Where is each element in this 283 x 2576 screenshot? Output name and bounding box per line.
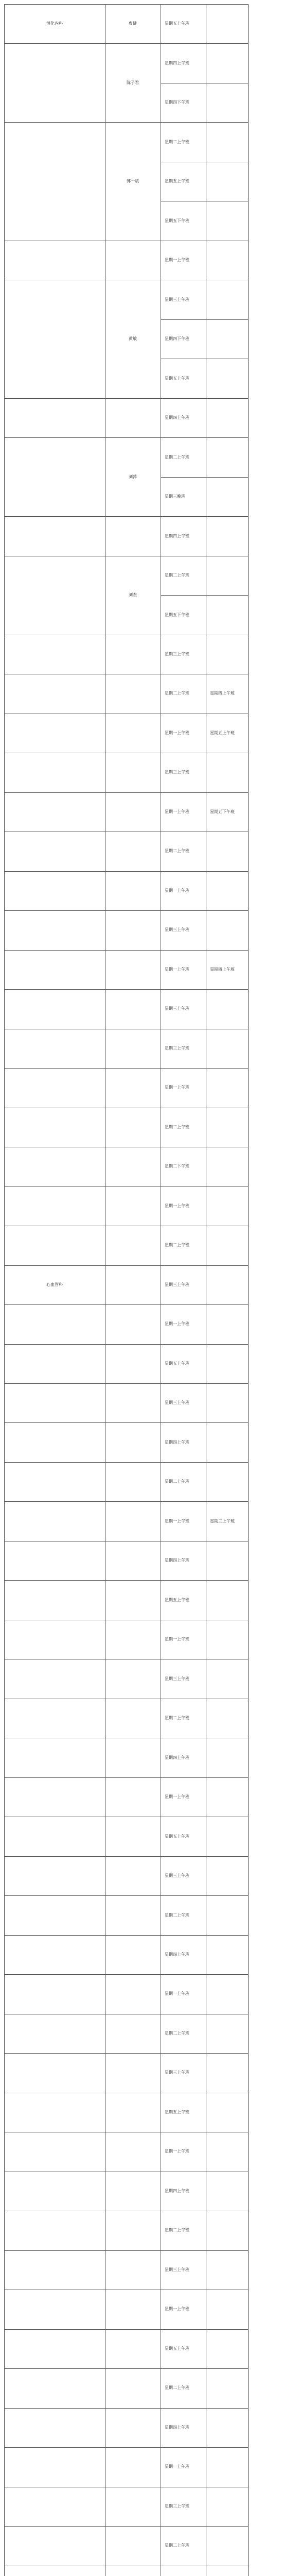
doctor-cell — [105, 2014, 161, 2053]
doctor-cell — [105, 792, 161, 832]
doctor-cell — [105, 1659, 161, 1698]
doctor-cell — [105, 1265, 161, 1304]
extra-schedule-cell — [206, 1895, 248, 1935]
schedule-cell: 星期四上午班 — [165, 1755, 189, 1760]
department-cell: 消化内科 — [46, 21, 63, 26]
department-cell — [4, 1344, 105, 1383]
schedule-cell: 星期三上午班 — [165, 2503, 189, 2509]
schedule-cell: 星期一上午班 — [165, 2307, 189, 2312]
schedule-cell: 星期二上午班 — [165, 1243, 189, 1248]
extra-schedule-cell — [206, 1935, 248, 1974]
department-cell — [4, 1777, 105, 1817]
doctor-cell — [105, 1226, 161, 1265]
department-cell — [4, 1620, 105, 1659]
department-cell — [4, 1462, 105, 1501]
doctor-cell — [105, 2526, 161, 2565]
doctor-cell — [105, 1304, 161, 1344]
schedule-cell: 星期四上午班 — [165, 415, 189, 420]
department-cell — [4, 1029, 105, 1068]
doctor-cell — [105, 516, 161, 555]
department-cell — [4, 1974, 105, 2013]
extra-schedule-cell — [206, 2566, 248, 2576]
doctor-cell — [105, 2093, 161, 2132]
extra-schedule-cell — [206, 2172, 248, 2211]
schedule-cell: 星期一上午班 — [165, 2464, 189, 2469]
department-cell — [4, 1108, 105, 1147]
doctor-cell — [105, 1422, 161, 1462]
extra-schedule-cell — [206, 1462, 248, 1501]
schedule-cell: 星期二上午班 — [165, 1479, 189, 1484]
doctor-cell: 刘萍 — [129, 474, 137, 479]
schedule-cell: 星期二上午班 — [165, 691, 189, 696]
schedule-cell: 星期三上午班 — [165, 2267, 189, 2272]
department-cell — [4, 2290, 105, 2329]
department-cell — [4, 1541, 105, 1580]
department-cell — [4, 1187, 105, 1226]
doctor-cell — [105, 2566, 161, 2576]
department-cell — [4, 43, 105, 122]
extra-schedule-cell — [206, 1265, 248, 1304]
doctor-cell — [105, 910, 161, 950]
schedule-cell: 星期五上午班 — [165, 376, 189, 381]
extra-schedule-cell — [206, 1541, 248, 1580]
department-cell — [4, 1895, 105, 1935]
extra-schedule-cell — [206, 1856, 248, 1895]
doctor-cell — [105, 241, 161, 280]
schedule-cell: 星期四下午班 — [165, 336, 189, 342]
schedule-cell: 星期三上午班 — [165, 651, 189, 656]
doctor-cell — [105, 1856, 161, 1895]
doctor-cell — [105, 1777, 161, 1817]
extra-schedule-cell — [206, 1383, 248, 1422]
schedule-cell: 星期一上午班 — [165, 1637, 189, 1642]
schedule-cell: 星期一上午班 — [165, 2149, 189, 2154]
schedule-cell: 星期二上午班 — [165, 1716, 189, 1721]
schedule-cell: 星期四上午班 — [165, 2425, 189, 2430]
extra-schedule-cell — [206, 1304, 248, 1344]
schedule-cell: 星期一上午班 — [165, 1518, 189, 1523]
extra-schedule-cell — [206, 1422, 248, 1462]
department-cell — [4, 1501, 105, 1540]
schedule-cell: 星期四下午班 — [165, 100, 189, 105]
schedule-cell: 星期五下午班 — [165, 218, 189, 223]
extra-schedule-cell — [206, 2329, 248, 2368]
doctor-cell — [105, 1620, 161, 1659]
department-cell — [4, 2053, 105, 2092]
department-cell — [4, 2526, 105, 2565]
schedule-cell: 星期一上午班 — [165, 1203, 189, 1208]
schedule-cell: 星期二上午班 — [165, 139, 189, 144]
department-cell: 心血管科 — [46, 1282, 63, 1287]
department-cell — [4, 280, 105, 398]
doctor-cell — [105, 2487, 161, 2526]
schedule-cell: 星期三上午班 — [165, 770, 189, 775]
schedule-cell: 星期三上午班 — [165, 1282, 189, 1287]
extra-schedule-cell — [206, 1226, 248, 1265]
schedule-cell: 星期五上午班 — [165, 21, 189, 26]
extra-schedule-cell — [206, 1580, 248, 1619]
department-cell — [4, 1699, 105, 1738]
extra-schedule-cell — [206, 989, 248, 1028]
department-cell — [4, 1383, 105, 1422]
department-cell — [4, 2329, 105, 2368]
schedule-cell: 星期一上午班 — [165, 967, 189, 972]
department-cell — [4, 122, 105, 240]
schedule-cell: 星期三上午班 — [165, 927, 189, 933]
schedule-cell: 星期三上午班 — [165, 1006, 189, 1011]
schedule-cell: 星期二上午班 — [165, 849, 189, 854]
department-cell — [4, 1935, 105, 1974]
extra-schedule-cell — [206, 556, 248, 595]
extra-schedule-cell — [206, 1659, 248, 1698]
department-cell — [4, 2566, 105, 2576]
doctor-cell — [105, 1068, 161, 1107]
schedule-cell: 星期二上午班 — [165, 2385, 189, 2391]
department-cell — [4, 1580, 105, 1619]
doctor-cell — [105, 1462, 161, 1501]
extra-schedule-cell: 星期四上午班 — [210, 691, 235, 696]
department-cell — [4, 1422, 105, 1462]
extra-schedule-cell — [206, 2290, 248, 2329]
schedule-cell: 星期一上午班 — [165, 258, 189, 263]
department-cell — [4, 2447, 105, 2486]
schedule-cell: 星期一上午班 — [165, 1085, 189, 1090]
doctor-cell — [105, 753, 161, 792]
extra-schedule-cell — [206, 398, 248, 437]
extra-schedule-cell — [206, 635, 248, 674]
schedule-cell: 星期五下午班 — [165, 612, 189, 617]
schedule-cell: 星期三上午班 — [165, 2070, 189, 2075]
doctor-cell — [105, 1580, 161, 1619]
doctor-cell — [105, 2290, 161, 2329]
doctor-cell — [105, 1108, 161, 1147]
department-cell — [4, 2093, 105, 2132]
extra-schedule-cell — [206, 4, 248, 43]
schedule-cell: 星期五上午班 — [165, 2346, 189, 2351]
extra-schedule-cell — [206, 280, 248, 319]
extra-schedule-cell — [206, 1344, 248, 1383]
extra-schedule-cell — [206, 1108, 248, 1147]
extra-schedule-cell — [206, 2211, 248, 2250]
schedule-cell: 星期二上午班 — [165, 2228, 189, 2233]
schedule-divider — [161, 319, 248, 320]
schedule-cell: 星期三上午班 — [165, 297, 189, 302]
doctor-cell — [105, 674, 161, 713]
department-cell — [4, 989, 105, 1028]
extra-schedule-cell — [206, 1738, 248, 1777]
schedule-cell: 星期一上午班 — [165, 730, 189, 735]
extra-schedule-cell — [206, 2014, 248, 2053]
extra-schedule-cell — [206, 2250, 248, 2290]
department-cell — [4, 2250, 105, 2290]
schedule-cell: 星期一上午班 — [165, 1991, 189, 1996]
schedule-cell: 星期三上午班 — [165, 1676, 189, 1681]
schedule-divider — [161, 477, 248, 478]
schedule-divider — [161, 595, 248, 596]
schedule-cell: 星期五上午班 — [165, 179, 189, 184]
doctor-cell — [105, 1344, 161, 1383]
doctor-cell — [105, 2053, 161, 2092]
doctor-cell — [105, 2368, 161, 2408]
doctor-cell — [105, 2329, 161, 2368]
department-cell — [4, 910, 105, 950]
extra-schedule-cell — [206, 832, 248, 871]
department-cell — [4, 2368, 105, 2408]
schedule-cell: 星期四上午班 — [165, 1558, 189, 1563]
extra-schedule-cell — [206, 2132, 248, 2171]
extra-schedule-cell — [206, 2526, 248, 2565]
extra-schedule-cell — [206, 1817, 248, 1856]
extra-schedule-cell — [206, 2093, 248, 2132]
extra-schedule-cell: 星期五上午班 — [210, 730, 235, 735]
extra-schedule-cell — [206, 1974, 248, 2013]
doctor-cell: 陈子君 — [127, 80, 139, 85]
column-rule-4 — [248, 4, 249, 2576]
doctor-cell — [105, 2250, 161, 2290]
doctor-cell — [105, 1383, 161, 1422]
extra-schedule-cell: 星期四上午班 — [210, 967, 235, 972]
extra-schedule-cell — [206, 241, 248, 280]
department-cell — [4, 792, 105, 832]
department-cell — [4, 1304, 105, 1344]
doctor-cell — [105, 1935, 161, 1974]
extra-schedule-cell — [206, 1029, 248, 1068]
extra-schedule-cell — [206, 2053, 248, 2092]
schedule-cell: 星期五上午班 — [165, 1834, 189, 1839]
doctor-cell — [105, 1974, 161, 2013]
department-cell — [4, 2132, 105, 2171]
schedule-cell: 星期一上午班 — [165, 888, 189, 893]
schedule-cell: 星期四上午班 — [165, 2188, 189, 2193]
doctor-cell: 黄敏 — [129, 336, 137, 342]
department-cell — [4, 2172, 105, 2211]
schedule-cell: 星期二下午班 — [165, 1164, 189, 1169]
doctor-cell — [105, 2211, 161, 2250]
department-cell — [4, 950, 105, 989]
department-cell — [4, 2487, 105, 2526]
schedule-cell: 星期五上午班 — [165, 2109, 189, 2114]
department-cell — [4, 1068, 105, 1107]
extra-schedule-cell — [206, 910, 248, 950]
doctor-cell — [105, 714, 161, 753]
doctor-cell — [105, 1147, 161, 1186]
extra-schedule-cell — [206, 2408, 248, 2447]
doctor-cell: 韩一斌 — [127, 179, 139, 184]
extra-schedule-cell — [206, 516, 248, 555]
extra-schedule-cell — [206, 2487, 248, 2526]
extra-schedule-cell — [206, 753, 248, 792]
schedule-cell: 星期一上午班 — [165, 1794, 189, 1800]
extra-schedule-cell — [206, 2447, 248, 2486]
schedule-cell: 星期三上午班 — [165, 1400, 189, 1405]
schedule-cell: 星期二上午班 — [165, 573, 189, 578]
department-cell — [4, 2211, 105, 2250]
department-cell — [4, 556, 105, 635]
extra-schedule-cell — [206, 1187, 248, 1226]
department-cell — [4, 398, 105, 437]
department-cell — [4, 714, 105, 753]
doctor-cell — [105, 1895, 161, 1935]
doctor-cell: 刘杰 — [129, 592, 137, 598]
department-cell — [4, 1738, 105, 1777]
department-cell — [4, 753, 105, 792]
department-cell — [4, 1856, 105, 1895]
doctor-cell — [105, 2447, 161, 2486]
schedule-cell: 星期四上午班 — [165, 60, 189, 65]
schedule-cell: 星期五上午班 — [165, 1361, 189, 1366]
department-cell — [4, 635, 105, 674]
schedule-cell: 星期二上午班 — [165, 2543, 189, 2548]
doctor-cell — [105, 832, 161, 871]
department-cell — [4, 871, 105, 910]
doctor-cell — [105, 2172, 161, 2211]
extra-schedule-cell — [206, 437, 248, 477]
doctor-cell — [105, 1029, 161, 1068]
schedule-cell: 星期三晚班 — [165, 494, 185, 499]
schedule-cell: 星期二上午班 — [165, 1912, 189, 1918]
schedule-cell: 星期五上午班 — [165, 1597, 189, 1602]
extra-schedule-cell — [206, 122, 248, 161]
department-cell — [4, 1147, 105, 1186]
doctor-cell — [105, 1541, 161, 1580]
department-cell — [4, 832, 105, 871]
extra-schedule-cell — [206, 43, 248, 82]
schedule-cell: 星期一上午班 — [165, 809, 189, 814]
doctor-cell — [105, 1738, 161, 1777]
schedule-cell: 星期一上午班 — [165, 1321, 189, 1327]
department-cell — [4, 1817, 105, 1856]
doctor-cell: 曹健 — [129, 21, 137, 26]
extra-schedule-cell — [206, 1147, 248, 1186]
department-cell — [4, 2014, 105, 2053]
doctor-cell — [105, 1817, 161, 1856]
department-cell — [4, 674, 105, 713]
schedule-cell: 星期三上午班 — [165, 1045, 189, 1050]
doctor-cell — [105, 2408, 161, 2447]
doctor-cell — [105, 398, 161, 437]
extra-schedule-cell — [206, 1068, 248, 1107]
schedule-cell: 星期四上午班 — [165, 1952, 189, 1957]
doctor-cell — [105, 1501, 161, 1540]
schedule-cell: 星期二上午班 — [165, 454, 189, 460]
extra-schedule-cell: 星期五下午班 — [210, 809, 235, 814]
department-cell — [4, 516, 105, 555]
extra-schedule-cell — [206, 871, 248, 910]
schedule-cell: 星期二上午班 — [165, 1124, 189, 1129]
department-cell — [4, 2408, 105, 2447]
doctor-cell — [105, 871, 161, 910]
schedule-cell: 星期四上午班 — [165, 533, 189, 538]
extra-schedule-cell — [206, 1699, 248, 1738]
doctor-cell — [105, 989, 161, 1028]
schedule-cell — [161, 2566, 206, 2576]
schedule-cell: 星期三上午班 — [165, 1873, 189, 1878]
doctor-cell — [105, 635, 161, 674]
doctor-cell — [105, 950, 161, 989]
department-cell — [4, 437, 105, 516]
department-cell — [4, 1226, 105, 1265]
department-cell — [4, 1659, 105, 1698]
schedule-cell: 星期四上午班 — [165, 1439, 189, 1445]
schedule-cell: 星期二上午班 — [165, 2030, 189, 2036]
department-cell — [4, 241, 105, 280]
doctor-cell — [105, 1699, 161, 1738]
extra-schedule-cell — [206, 1620, 248, 1659]
extra-schedule-cell — [206, 2368, 248, 2408]
doctor-cell — [105, 2132, 161, 2171]
extra-schedule-cell: 星期三上午班 — [210, 1518, 235, 1523]
extra-schedule-cell — [206, 1777, 248, 1817]
doctor-cell — [105, 1187, 161, 1226]
